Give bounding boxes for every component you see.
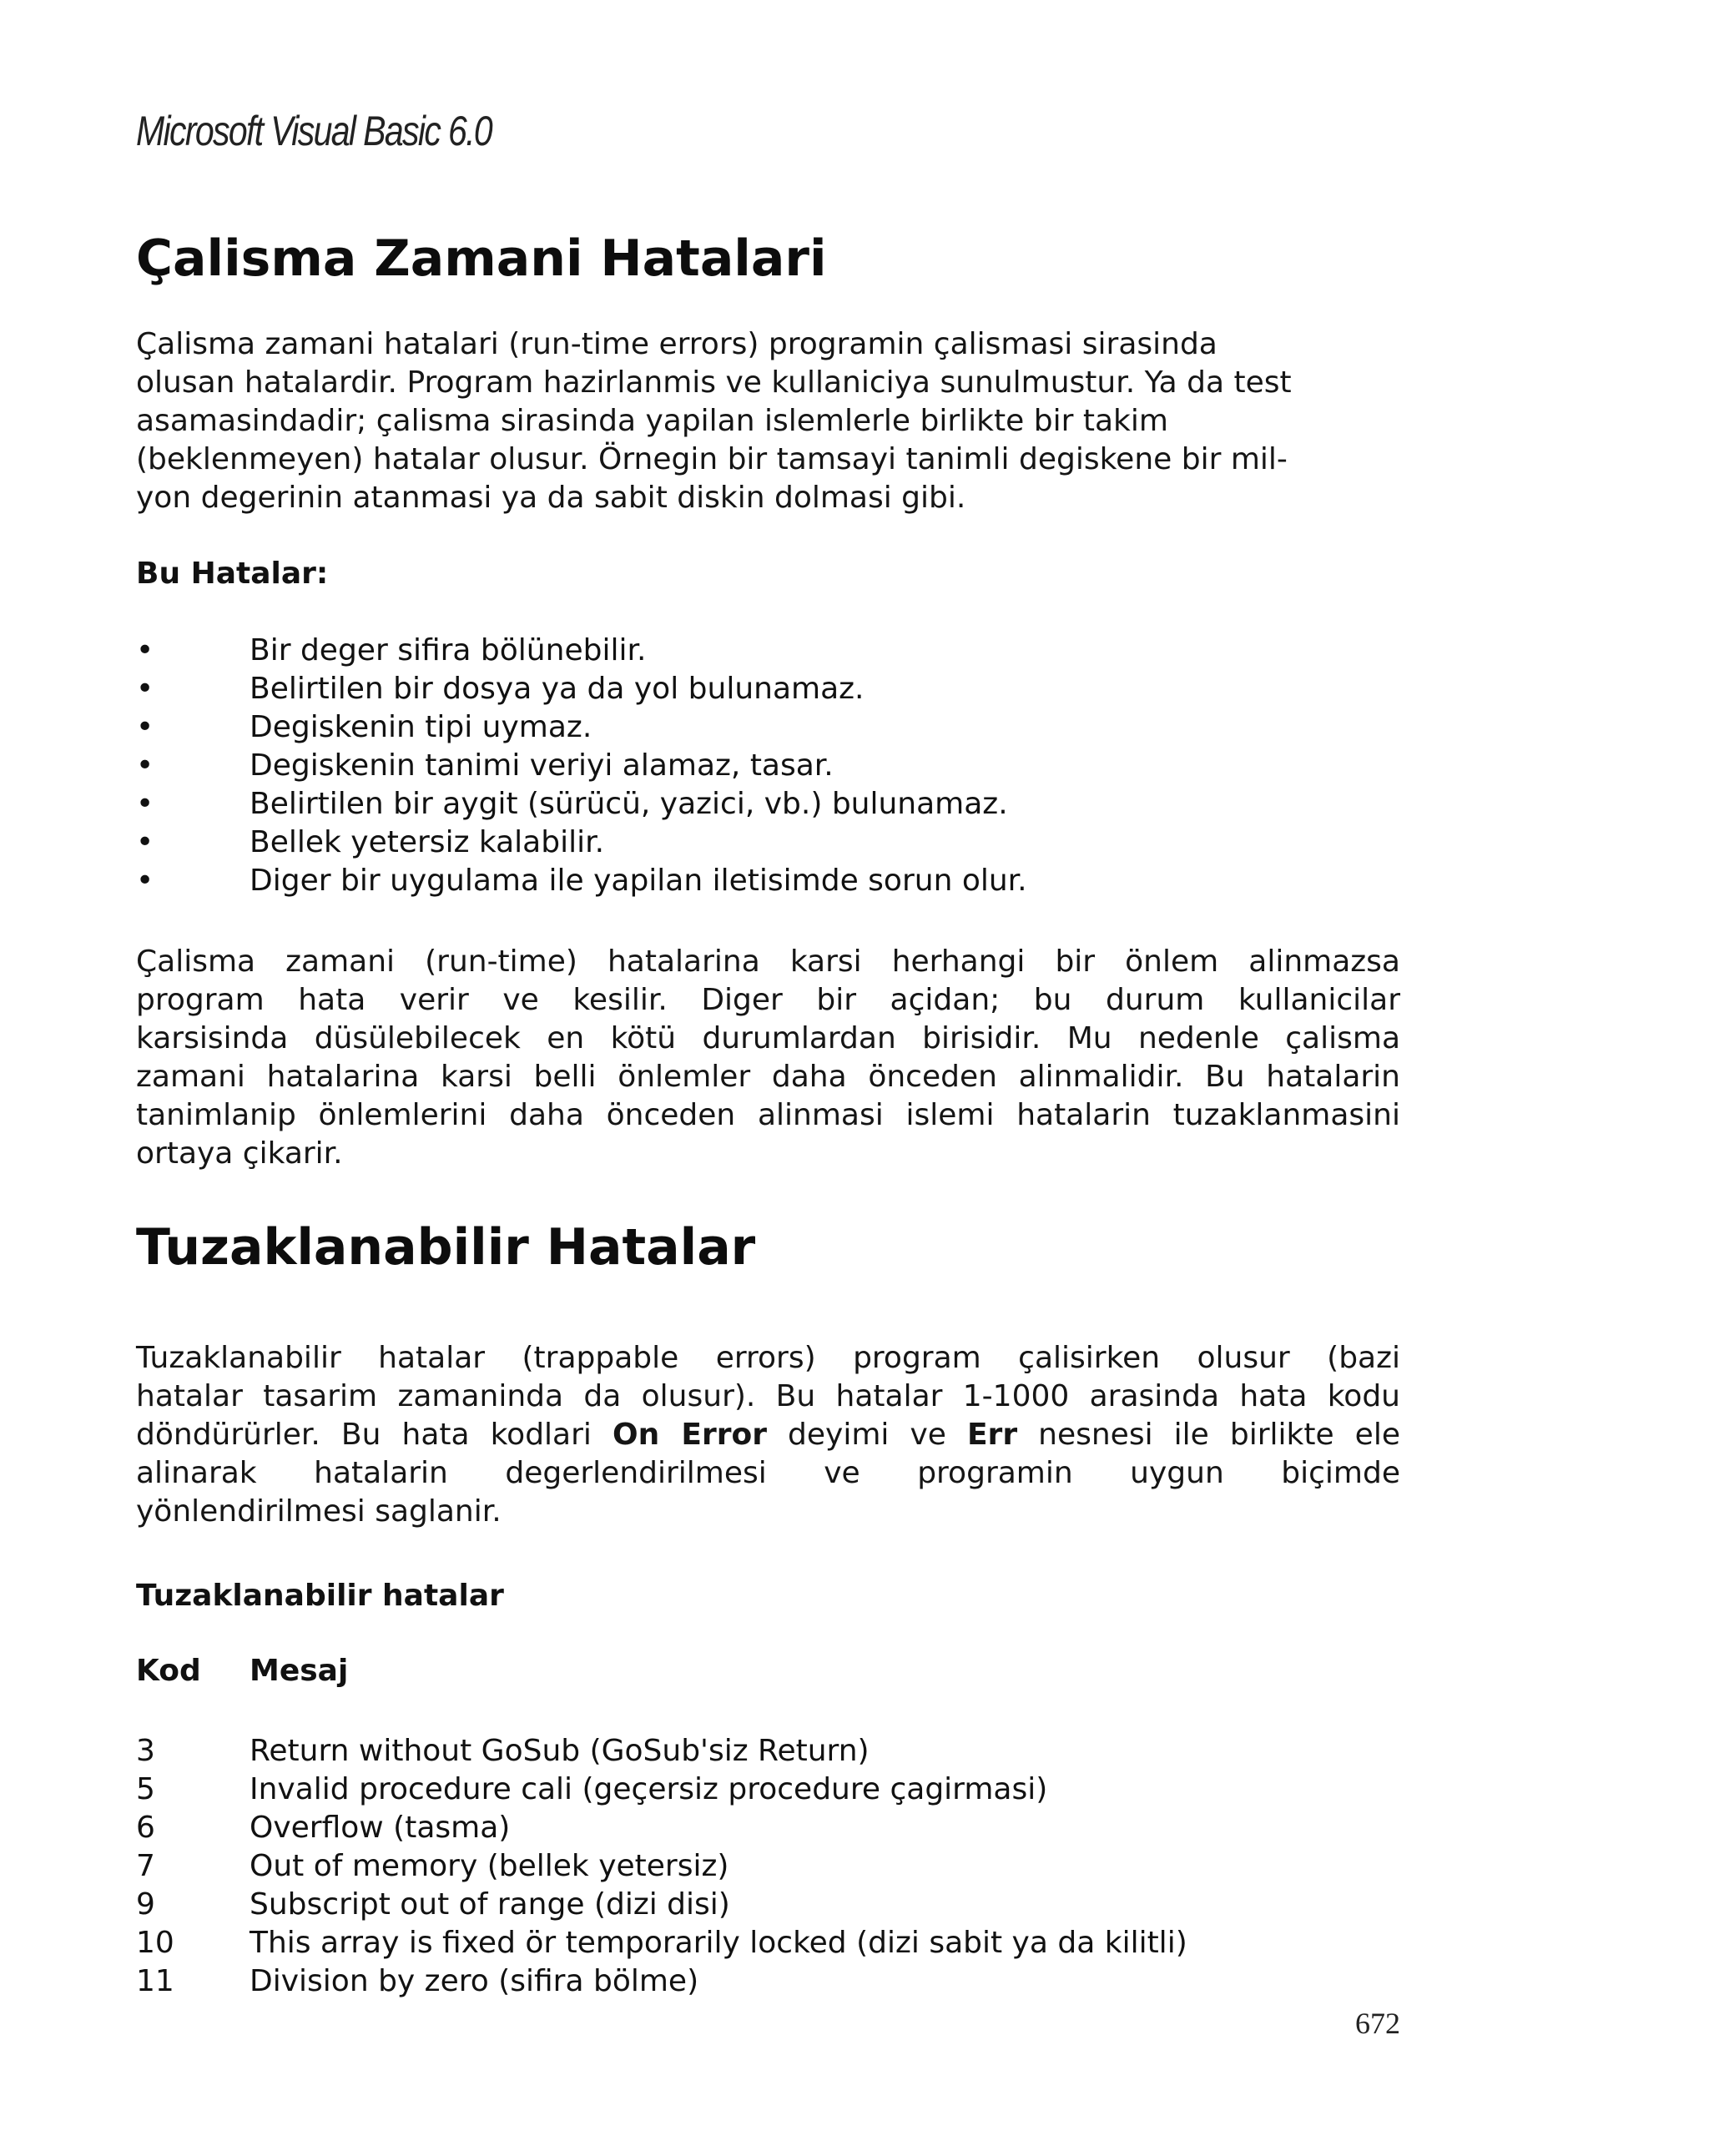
keyword-on-error: On Error (612, 1418, 767, 1452)
bullet-icon: • (136, 748, 154, 783)
list-item-text: Diger bir uygulama ile yapilan iletisimde sorun olur. (250, 864, 1027, 898)
trappable-text: nesnesi ile birlikte ele (1038, 1418, 1400, 1452)
error-code: 9 (136, 1887, 155, 1922)
intro-line: (beklenmeyen) hatalar olusur. Örnegin bir tamsayi tanimli degiskene bir mil- (136, 442, 1288, 476)
errors-list-label: Bu Hatalar: (136, 557, 329, 591)
intro-line: olusan hatalardir. Program hazirlanmis ve kullaniciya sunulmustur. Ya da test (136, 365, 1292, 400)
error-message: Invalid procedure cali (geçersiz procedure çagirmasi) (250, 1772, 1048, 1806)
error-code: 5 (136, 1772, 155, 1806)
trappable-text: deyimi ve (788, 1418, 946, 1452)
list-item-text: Belirtilen bir dosya ya da yol bulunamaz. (250, 672, 865, 706)
closing-line: ortaya çikarir. (136, 1136, 343, 1171)
list-item-text: Bellek yetersiz kalabilir. (250, 825, 605, 859)
bullet-icon: • (136, 787, 154, 821)
bullet-icon: • (136, 825, 154, 859)
list-item-text: Bir deger sifira bölünebilir. (250, 633, 647, 667)
intro-line: yon degerinin atanmasi ya da sabit diskin dolmasi gibi. (136, 481, 966, 515)
error-message: Return without GoSub (GoSub'siz Return) (250, 1734, 870, 1768)
section-title-runtime-errors: Çalisma Zamani Hatalari (136, 229, 827, 288)
running-header: Microsoft Visual Basic 6.0 (136, 108, 492, 154)
document-page (136, 0, 1400, 2156)
closing-paragraph (136, 943, 1400, 1173)
page-number: 672 (1355, 2007, 1400, 2040)
closing-line: zamani hatalarina karsi belli önlemler daha önceden alinmalidir. Bu hatalarin (136, 1060, 1400, 1094)
section-title-trappable-errors: Tuzaklanabilir Hatalar (136, 1218, 756, 1277)
trappable-line (136, 1416, 1400, 1454)
bullet-icon: • (136, 672, 154, 706)
bullet-icon: • (136, 710, 154, 744)
list-item-text: Belirtilen bir aygit (sürücü, yazici, vb.) bulunamaz. (250, 787, 1008, 821)
list-item-text: Degiskenin tipi uymaz. (250, 710, 592, 744)
closing-line: program hata verir ve kesilir. Diger bir açidan; bu durum kullanicilar (136, 983, 1400, 1017)
error-code: 11 (136, 1964, 174, 1998)
trappable-line: hatalar tasarim zamaninda da olusur). Bu hatalar 1-1000 arasinda hata kodu (136, 1379, 1400, 1413)
keyword-err: Err (966, 1418, 1018, 1452)
error-message: Division by zero (sifira bölme) (250, 1964, 699, 1998)
intro-line: Çalisma zamani hatalari (run-time errors) programin çalismasi sirasinda (136, 327, 1217, 361)
bullet-icon: • (136, 864, 154, 898)
closing-line: karsisinda düsülebilecek en kötü durumlardan birisidir. Mu nedenle çalisma (136, 1021, 1400, 1055)
error-message: This array is fixed ör temporarily locked (dizi sabit ya da kilitli) (250, 1926, 1187, 1960)
error-message: Out of memory (bellek yetersiz) (250, 1849, 729, 1883)
intro-line: asamasindadir; çalisma sirasinda yapilan islemlerle birlikte bir takim (136, 404, 1168, 438)
error-message: Subscript out of range (dizi disi) (250, 1887, 730, 1922)
trappable-paragraph (136, 1339, 1400, 1531)
list-item-text: Degiskenin tanimi veriyi alamaz, tasar. (250, 748, 834, 783)
error-code: 3 (136, 1734, 155, 1768)
trappable-line: Tuzaklanabilir hatalar (trappable errors) program çalisirken olusur (bazi (136, 1341, 1400, 1375)
intro-paragraph (136, 325, 1400, 517)
trappable-line: yönlendirilmesi saglanir. (136, 1494, 502, 1529)
trappable-text: döndürürler. Bu hata kodlari (136, 1418, 592, 1452)
column-header-message: Mesaj (250, 1654, 349, 1688)
bullet-icon: • (136, 633, 154, 667)
trappable-line: alinarak hatalarin degerlendirilmesi ve programin uygun biçimde (136, 1456, 1400, 1490)
closing-line: Çalisma zamani (run-time) hatalarina karsi herhangi bir önlem alinmazsa (136, 945, 1400, 979)
error-code: 6 (136, 1811, 155, 1845)
error-message: Overflow (tasma) (250, 1811, 511, 1845)
closing-line: tanimlanip önlemlerini daha önceden alinmasi islemi hatalarin tuzaklanmasini (136, 1098, 1400, 1132)
error-code: 7 (136, 1849, 155, 1883)
error-table-label: Tuzaklanabilir hatalar (136, 1579, 504, 1613)
error-code: 10 (136, 1926, 174, 1960)
column-header-code: Kod (136, 1654, 201, 1688)
